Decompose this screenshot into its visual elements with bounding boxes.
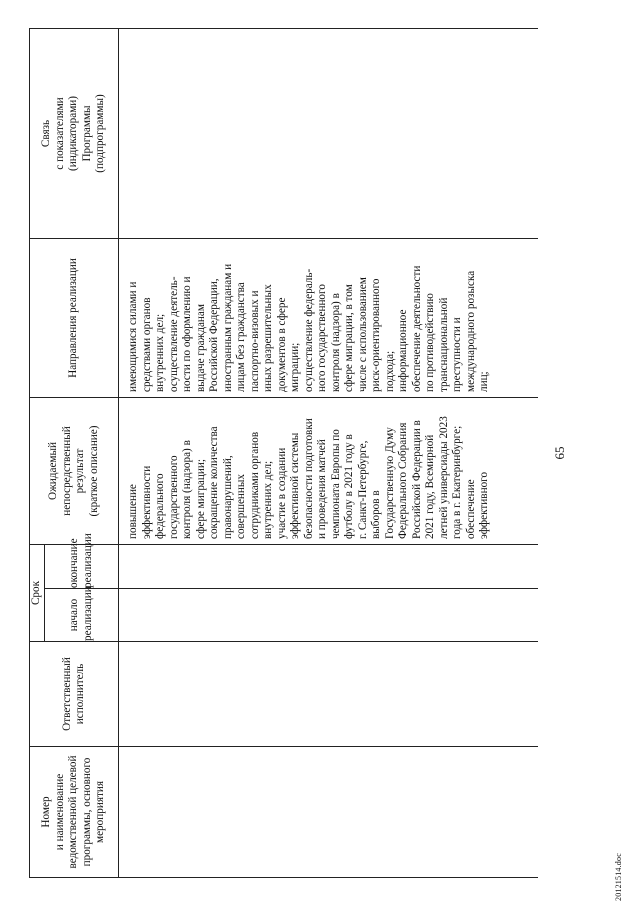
header-directions: Направления реализации <box>30 239 119 398</box>
header-start: начало реализации <box>45 589 119 642</box>
document-code: 20121514.doc <box>614 853 623 901</box>
cell-expected-result <box>119 398 539 545</box>
expected-result-text: повышение эффективности федерального государственного контроля (надзора) в сфере миграции; сокращение количества правонарушений, совершенных сотрудниками органов внутренних дел; участие в создании эффективной системы безопасности подготовки и проведения матчей чемпионата Европы по футболу в 2021 году в г. Санкт-Петербурге, выборов в Государственную Думу Федерального Собрания Российской Федерации в 2021 году, Всемирной летней универсиады 2023 года в г. Екатеринбурге; обеспечение эффективного <box>127 416 490 539</box>
header-expected-result: Ожидаемый непосредственный результат (краткое описание) <box>30 398 119 545</box>
cell-number-and-name <box>119 747 539 878</box>
program-activities-table <box>29 28 538 878</box>
cell-link-to-indicators <box>119 29 539 239</box>
cell-directions <box>119 239 539 398</box>
cell-start <box>119 589 539 642</box>
page-number: 65 <box>552 446 567 460</box>
table-row <box>119 29 539 878</box>
directions-text: имеющимися силами и средствами органов внутренних дел; осуществление деятель- ности по оформлению и выдаче гражданам Российской Федерации, иностранным гражданам и лицам без гражданства паспортно-визовых и иных разрешительных документов в сфере миграции; осуществление федераль- ного государственного контроля (надзора) в сфере миграции, в том числе с использованием риск-ориентированного подхода; информационное обеспечение деятельности по противодействию транснациональной преступности и международного розыска лиц; <box>127 263 490 392</box>
header-number-and-name: Номер и наименование ведомственной целевой программы, основного мероприятия <box>30 747 119 878</box>
header-responsible: Ответственный исполнитель <box>30 642 119 747</box>
header-term: Срок <box>30 545 45 642</box>
header-link-to-indicators: Связь с показателями (индикаторами) Программы (подпрограммы) <box>30 29 119 239</box>
cell-end <box>119 545 539 589</box>
header-end: окончание реализации <box>45 545 119 589</box>
cell-responsible <box>119 642 539 747</box>
